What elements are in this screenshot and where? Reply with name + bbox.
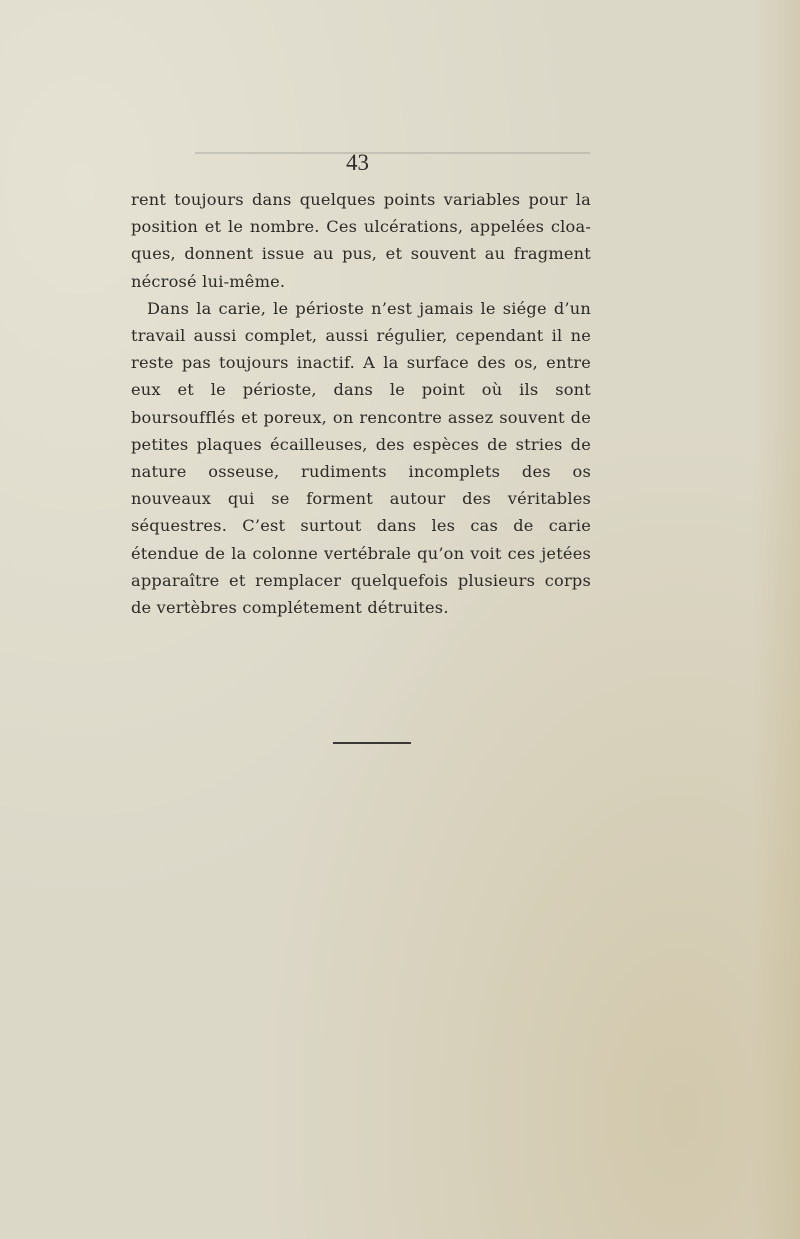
body-text xyxy=(131,186,591,621)
paragraph-2: Dans la carie, le périoste n’est jamais le siége d’un travail aussi complet, aussi régulier, cependant il ne reste pas toujours inactif. A la surface des os, entre eux et le périoste, dans le point où ils sont boursoufflés et poreux, on rencontre assez souvent de petites plaques écailleuses, des espèces de stries de nature osseuse, rudiments incomplets des os nouveaux qui se forment autour des véritables séquestres. C’est surtout dans les cas de carie étendue de la colonne vertébrale qu’on voit ces jetées apparaître et remplacer quelquefois plusieurs corps de vertèbres complétement détruites. xyxy=(131,298,591,618)
paragraph-1: rent toujours dans quelques points variables pour la position et le nombre. Ces ulcérations, appelées cloa-ques, donnent issue au pus, et souvent au fragment nécrosé lui-même. xyxy=(131,190,591,291)
section-end-rule xyxy=(333,742,411,744)
page-number: 43 xyxy=(346,150,369,175)
